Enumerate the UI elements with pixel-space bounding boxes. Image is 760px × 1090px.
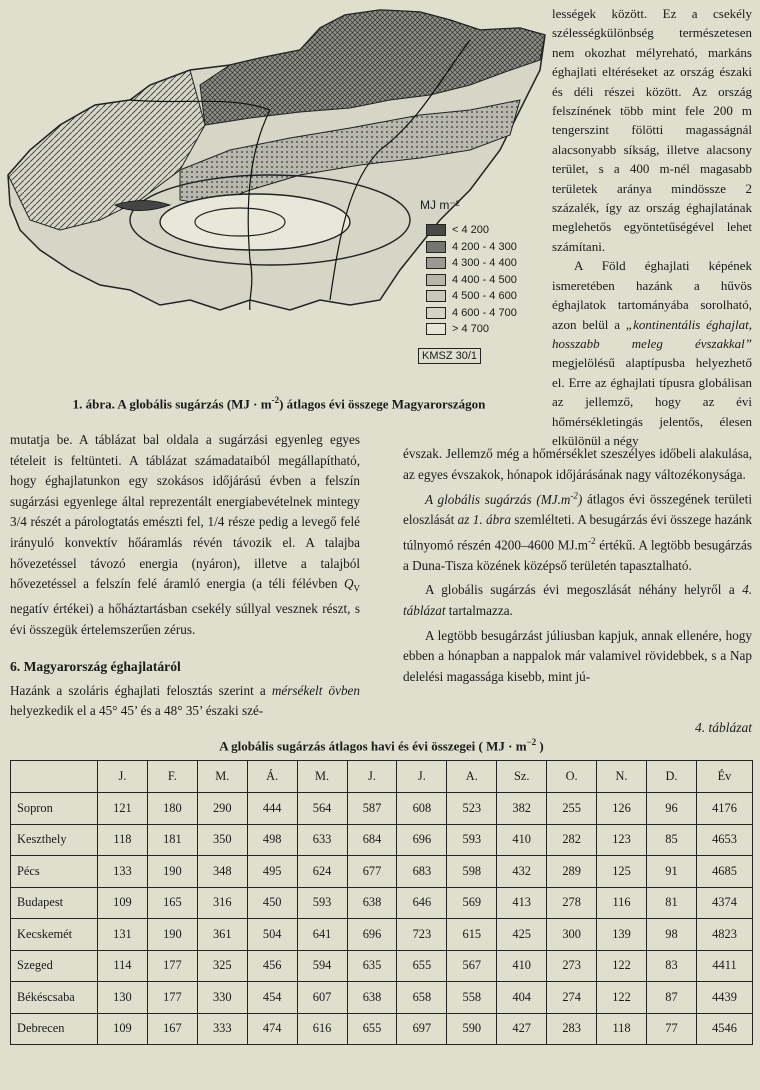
table-cell: 290	[197, 793, 247, 825]
paragraph-solar-zone: Hazánk a szoláris éghajlati felosztás szerint a mérsékelt övben helyezkedik el a 45° 45’ és a 48° 35’ északi szé-	[10, 682, 360, 719]
table-cell: 4653	[697, 824, 753, 856]
table-cell: 139	[597, 919, 647, 951]
table-cell: 350	[197, 824, 247, 856]
table-cell: 4546	[697, 1013, 753, 1045]
table-cell: 96	[646, 793, 696, 825]
table-cell: 594	[297, 950, 347, 982]
table-row-label: Kecskemét	[11, 919, 98, 951]
table-cell: 118	[98, 824, 148, 856]
table-cell: 564	[297, 793, 347, 825]
table-cell: 432	[497, 856, 547, 888]
legend-items	[426, 222, 517, 338]
table-cell: 655	[347, 1013, 397, 1045]
table-cell: 593	[447, 824, 497, 856]
table-cell: 300	[547, 919, 597, 951]
table-cell: 130	[98, 982, 148, 1014]
table-cell: 181	[147, 824, 197, 856]
table-cell: 330	[197, 982, 247, 1014]
table-cell: 616	[297, 1013, 347, 1045]
table-cell: 114	[98, 950, 148, 982]
legend-label: 4 200 - 4 300	[452, 240, 517, 253]
table-cell: 116	[597, 887, 647, 919]
table-cell: 404	[497, 982, 547, 1014]
table-cell: 638	[347, 887, 397, 919]
table-row	[11, 1013, 753, 1045]
table-header-cell: N.	[597, 761, 647, 793]
table-cell: 697	[397, 1013, 447, 1045]
table-cell: 109	[98, 1013, 148, 1045]
paragraph-climate-type: A Föld éghajlati képének ismeretében hazánk a hűvös éghajlatok tartományába sorolható, azon belül a „kontinentális éghajlat, hosszabb meleg évszakkal” megjelölésű alaptípusba helyezhető el. Erre az éghajlati típusra globálisan az jellemző, hogy az évi hőmérsékletingás jelentős, élesen elkülönül a négy	[552, 258, 752, 448]
table-cell: 4411	[697, 950, 753, 982]
table-cell: 348	[197, 856, 247, 888]
table-cell: 558	[447, 982, 497, 1014]
legend-item	[426, 305, 517, 322]
table-cell: 655	[397, 950, 447, 982]
table-row-label: Debrecen	[11, 1013, 98, 1045]
table-row	[11, 824, 753, 856]
legend-swatch	[426, 224, 446, 236]
table-cell: 123	[597, 824, 647, 856]
table-row	[11, 919, 753, 951]
table-cell: 444	[247, 793, 297, 825]
legend-label: 4 500 - 4 600	[452, 290, 517, 303]
table-header-cell: Á.	[247, 761, 297, 793]
table-cell: 98	[646, 919, 696, 951]
table-cell: 4685	[697, 856, 753, 888]
legend-swatch	[426, 307, 446, 319]
table-cell: 81	[646, 887, 696, 919]
table-cell: 282	[547, 824, 597, 856]
table-header-cell: A.	[447, 761, 497, 793]
table-cell: 425	[497, 919, 547, 951]
table-header-cell: M.	[197, 761, 247, 793]
table-cell: 658	[397, 982, 447, 1014]
table-cell: 504	[247, 919, 297, 951]
table-cell: 683	[397, 856, 447, 888]
table-cell: 118	[597, 1013, 647, 1045]
table-cell: 122	[597, 950, 647, 982]
table-cell: 333	[197, 1013, 247, 1045]
table-cell: 4176	[697, 793, 753, 825]
table-cell: 273	[547, 950, 597, 982]
table-cell: 677	[347, 856, 397, 888]
map-legend	[420, 198, 460, 212]
table-cell: 283	[547, 1013, 597, 1045]
table-cell: 4374	[697, 887, 753, 919]
table-header-cell: J.	[347, 761, 397, 793]
right-column-lower	[403, 444, 752, 687]
table-cell: 456	[247, 950, 297, 982]
table-cell: 274	[547, 982, 597, 1014]
table-cell: 696	[397, 824, 447, 856]
table-header-cell: J.	[397, 761, 447, 793]
paragraph-radiation-distribution: A globális sugárzás $(MJ.m^{-2})$ átlagos évi összegének területi eloszlását az 1. ábra szemlélteti. A besugárzás évi összege hazánk túlnyomó részén 4200–4600 $MJ.m^{-2}$ értékű. A legtöbb besugárzás a Duna-Tisza közének középső területén tapasztalható.	[403, 490, 752, 573]
legend-label: > 4 700	[452, 323, 490, 336]
table-cell: 427	[497, 1013, 547, 1045]
legend-title: MJ m⁻²	[420, 198, 460, 212]
table-cell: 4439	[697, 982, 753, 1014]
paragraph-seasons: évszak. Jellemző még a hőmérséklet szeszélyes időbeli alakulása, az egyes évszakok, hónapok időjárásának nagy változékonysága.	[403, 446, 752, 482]
table-cell: 593	[297, 887, 347, 919]
table-cell: 410	[497, 950, 547, 982]
legend-label: 4 600 - 4 700	[452, 306, 517, 319]
table-cell: 278	[547, 887, 597, 919]
legend-label: 4 400 - 4 500	[452, 273, 517, 286]
table-cell: 641	[297, 919, 347, 951]
radiation-table	[10, 760, 753, 1045]
table-cell: 85	[646, 824, 696, 856]
table-cell: 474	[247, 1013, 297, 1045]
table-cell: 361	[197, 919, 247, 951]
table-cell: 607	[297, 982, 347, 1014]
table-cell: 382	[497, 793, 547, 825]
table-cell: 122	[597, 982, 647, 1014]
table-cell: 316	[197, 887, 247, 919]
table-row	[11, 887, 753, 919]
table-header-cell: F.	[147, 761, 197, 793]
table-cell: 608	[397, 793, 447, 825]
legend-swatch	[426, 241, 446, 253]
legend-swatch	[426, 274, 446, 286]
legend-item	[426, 272, 517, 289]
table-cell: 121	[98, 793, 148, 825]
table-cell: 190	[147, 919, 197, 951]
table-cell: 410	[497, 824, 547, 856]
table-row-label: Sopron	[11, 793, 98, 825]
table-cell: 590	[447, 1013, 497, 1045]
contour-inner	[160, 194, 350, 250]
table-header-cell: J.	[98, 761, 148, 793]
table-cell: 646	[397, 887, 447, 919]
table-cell: 131	[98, 919, 148, 951]
table-cell: 177	[147, 950, 197, 982]
table-cell: 126	[597, 793, 647, 825]
table-cell: 87	[646, 982, 696, 1014]
table-cell: 180	[147, 793, 197, 825]
table-cell: 109	[98, 887, 148, 919]
table-title: A globális sugárzás átlagos havi és évi összegei ( MJ · $m^{-2}$ )	[219, 737, 544, 754]
table-cell: 83	[646, 950, 696, 982]
legend-item	[426, 288, 517, 305]
legend-swatch	[426, 323, 446, 335]
table-cell: 633	[297, 824, 347, 856]
table-header-cell: M.	[297, 761, 347, 793]
table-cell: 624	[297, 856, 347, 888]
table-cell: 165	[147, 887, 197, 919]
right-column-top	[552, 4, 752, 450]
legend-item	[426, 222, 517, 239]
legend-item	[426, 255, 517, 272]
table-cell: 495	[247, 856, 297, 888]
table-header-row	[11, 761, 753, 793]
paragraph-july: A legtöbb besugárzást júliusban kapjuk, annak ellenére, hogy ebben a hónapban a nappalok már valamivel rövidebbek, s a Nap delelési magassága kisebb, mint jú-	[403, 627, 752, 684]
table-cell: 635	[347, 950, 397, 982]
legend-swatch	[426, 290, 446, 302]
table-cell: 125	[597, 856, 647, 888]
table-cell: 684	[347, 824, 397, 856]
table-cell: 615	[447, 919, 497, 951]
table-row-label: Békéscsaba	[11, 982, 98, 1014]
table-cell: 598	[447, 856, 497, 888]
table-cell: 567	[447, 950, 497, 982]
table-cell: 255	[547, 793, 597, 825]
table-cell: 325	[197, 950, 247, 982]
paragraph-latitude: lességek között. Ez a csekély szélességkülönbség természetesen nem okozhat mélyreható, markáns éghajlati eltéréseket az ország északi és déli részei között. Az ország felszínének több mint fele 200 m tengerszint fölötti magasságnál alacsonyabb síkság, illetve alacsony terület, s a 400 m-nél magasabb területek aránya mindössze 2 százalék, így az ország éghajlatának meglehetős egyöntetűségével lehet számítani.	[552, 6, 752, 254]
figure-caption: 1. ábra. A globális sugárzás $(MJ \cdot m^{-2})$ átlagos évi összege Magyarországon	[72, 395, 486, 412]
table-cell: 77	[646, 1013, 696, 1045]
table-row-label: Pécs	[11, 856, 98, 888]
table-cell: 4823	[697, 919, 753, 951]
table-row-label: Szeged	[11, 950, 98, 982]
legend-item	[426, 321, 517, 338]
table-header-cell	[11, 761, 98, 793]
paragraph-balance: mutatja be. A táblázat bal oldala a sugárzási egyenleg egyes tételeit is feltünteti. A táblázat számadataiból megállapítható, hogy éghajlatunkon egy szokásos időjárású évben a felszín sugárzási egyenlege által reprezentált energiabevételnek mintegy 3/4 részét a párologtatás emészti fel, 1/4 része pedig a levegő felé irányuló konvektív hőáramlás révén távozik el. A talajba hővezetéssel távozó energia (nyáron), illetve a talajból hővezetéssel a felszín felé áramló energia (a téli félévben $Q_V$ negatív értékei) a hőháztartásban csekély súllyal vesznek részt, s évi összegük értelemszerűen zérus.	[10, 432, 360, 637]
table-row-label: Budapest	[11, 887, 98, 919]
legend-swatch	[426, 257, 446, 269]
legend-label: < 4 200	[452, 224, 490, 237]
table-row	[11, 982, 753, 1014]
table-cell: 133	[98, 856, 148, 888]
table-body	[11, 793, 753, 1045]
table-header-cell: O.	[547, 761, 597, 793]
table-cell: 190	[147, 856, 197, 888]
table-cell: 569	[447, 887, 497, 919]
table-header-cell: Sz.	[497, 761, 547, 793]
table-cell: 696	[347, 919, 397, 951]
table-cell: 454	[247, 982, 297, 1014]
table-cell: 498	[247, 824, 297, 856]
left-column	[10, 430, 360, 722]
table-cell: 523	[447, 793, 497, 825]
table-cell: 177	[147, 982, 197, 1014]
table-number: 4. táblázat	[694, 720, 752, 735]
section-heading: 6. Magyarország éghajlatáról	[10, 658, 181, 674]
table-cell: 167	[147, 1013, 197, 1045]
table-row	[11, 950, 753, 982]
legend-item	[426, 239, 517, 256]
table-row-label: Keszthely	[11, 824, 98, 856]
table-row	[11, 793, 753, 825]
source-label: KMSZ 30/1	[418, 348, 481, 364]
table-cell: 91	[646, 856, 696, 888]
table-header-cell: D.	[646, 761, 696, 793]
source-label-box	[418, 346, 481, 364]
paragraph-table-ref: A globális sugárzás évi megoszlását néhány helyről a 4. táblázat tartalmazza.	[403, 582, 752, 618]
table-cell: 289	[547, 856, 597, 888]
legend-label: 4 300 - 4 400	[452, 257, 517, 270]
table-cell: 450	[247, 887, 297, 919]
table-cell: 413	[497, 887, 547, 919]
table-cell: 638	[347, 982, 397, 1014]
table-cell: 587	[347, 793, 397, 825]
table-header-cell: Év	[697, 761, 753, 793]
table-cell: 723	[397, 919, 447, 951]
table-row	[11, 856, 753, 888]
